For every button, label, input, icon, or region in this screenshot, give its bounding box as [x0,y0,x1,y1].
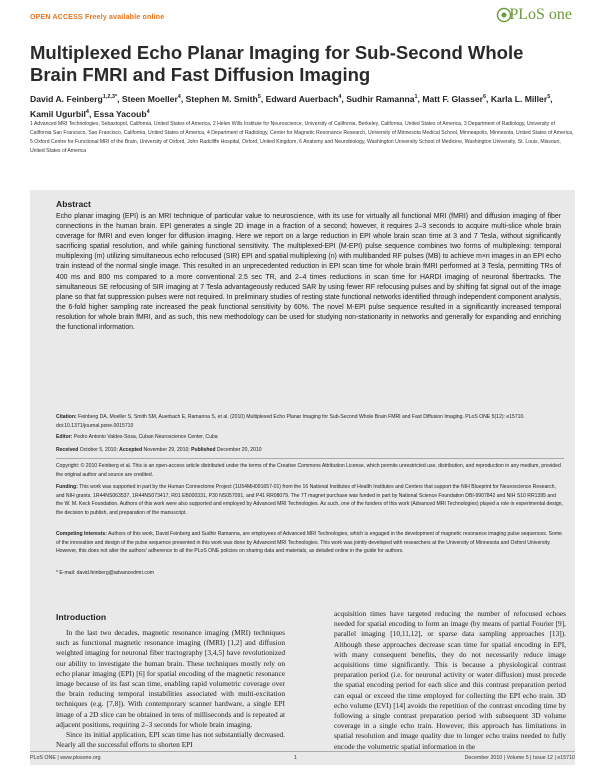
body-column-left [56,628,285,750]
author[interactable]: Kamil Ugurbil$^4$ [30,108,89,119]
footer-divider [30,751,575,752]
competing-interests: Competing Interests: Authors of this work, David Feinberg and Sudhir Ramanna, are employees of Advanced MRI Technologies, which is engaged in the development of magnetic resonance imaging pulse sequences. Some of the innovation and design of the pulse sequence presented in this work was done by Advanced MRI Technologies. This work was jointly developed with researchers at the University of Minnesota and Oxford University. However, this does not alter the authors' adherence to all the PLoS ONE policies on sharing data and materials, as detailed online in the guide for authors. [56,531,562,555]
introduction-heading: Introduction [56,612,107,622]
abstract-text: Echo planar imaging (EPI) is an MRI technique of particular value to neuroscience, with its use for virtually all functional MRI (fMRI) and diffusion imaging of fiber connections in the human brain. EPI generates a single 2D image in a fraction of a second; however, it requires 2–3 seconds to acquire multi-slice whole brain coverage for fMRI and even longer for diffusion imaging. Here we report on a large reduction in EPI whole brain scan time at 3 and 7 Tesla, without significantly sacrificing spatial resolution, and while gaining functional sensitivity. The multiplexed-EPI (M-EPI) pulse sequence combines two forms of multiplexing: temporal multiplexing (m) utilizing simultaneous echo refocused (SIR) EPI and spatial multiplexing (n) with multibanded RF pulses (MB) to achieve m×n images in an EPI echo train instead of the normal single image. This resulted in an unprecedented reduction in EPI scan time for whole brain fMRI performed at 3 Tesla, permitting TRs of 400 ms and 800 ms compared to a more conventional 2.5 sec TR, and 2–4 times reductions in scan time for HARDI imaging of neuronal fibertracks. The simultaneous SE refocusing of SIR imaging at 7 Tesla advantageously reduced SAR by using fewer RF refocusing pulses and by shifting fat signal out of the image plane so that fat suppression pulses were not required. In preliminary studies of resting state functional networks identified through independent component analysis, the 6-fold higher sampling rate increased the peak functional sensitivity by 60%. The novel M-EPI pulse sequence resulted in a significantly increased temporal resolution for whole brain fMRI, and as such, this new methodology can be used for studying non-stationarity in networks and generally for expanding and enriching the functional information. [56,213,561,332]
issue-info: December 2010 | Volume 5 | Issue 12 | e15710 [464,755,575,761]
author[interactable]: Karla L. Miller$^5$ [490,93,551,104]
copyright: Copyright: © 2010 Feinberg et al. This is an open-access article distributed under the terms of the Creative Commons Attribution License, which permits unrestricted use, distribution, and reproduction in any medium, provided the original author and source are credited. [56,463,561,478]
body-column-right [334,609,566,752]
funding: Funding: This work was supported in part by the Human Connectome Project (1U54MH091657-01) from the 16 National Institutes of Health Institutes and Centers that support the NIH Blueprint for Neuroscience Research, and NIH grants, 1R44NS063537, 1R44NS073417, R01 EB000331, P30 NS057091, and P41 RR08079. The 7T magnet purchase was funded in part by National Science Foundation DBI-9907842 and NIH S10 RR1395 and the W. M. Keck Foundation. Authors of this work were also supported and employed by Advanced MRI Technologies. As such, one of the funders of this work (Advanced MRI Technologies) played a role in experimental design, the decision to publish, and preparation of the manuscript. [56,484,563,516]
paragraph: Since its initial application, EPI scan time has not substantially decreased. Nearly all the successful efforts to shorten EPI [56,730,285,750]
author-list: David A. Feinberg$^{1,2,3*}$, Steen Moeller$^4$, Stephen M. Smith$^5$, Edward Auerbach$^4$, Sudhir Ramanna$^1$, Matt F. Glasser$^6$, Karla L. Miller$^5$, Kamil Ugurbil$^4$, Essa Yacoub$^4$ [30,93,553,119]
author[interactable]: Matt F. Glasser$^6$ [422,93,487,104]
journal-url[interactable]: PLoS ONE | www.plosone.org [30,755,101,761]
abstract-heading: Abstract [56,199,91,209]
author[interactable]: Stephen M. Smith$^5$ [185,93,261,104]
page-number: 1 [294,755,297,761]
author[interactable]: David A. Feinberg$^{1,2,3*}$ [30,93,118,104]
divider [56,458,564,459]
article-title: Multiplexed Echo Planar Imaging for Sub-Second Whole Brain FMRI and Fast Diffusion Imaging [30,42,524,85]
journal-logo: PLoS one [509,6,572,23]
affiliations: 1 Advanced MRI Technologies, Sebastopol, California, United States of America, 2 Helen Wills Institute for Neuroscience, University of California, Berkeley, California, United States of America, 3 Department of Radiology, University of California San Francisco, San Francisco, California, United States of America, 4 Department of Radiology, Center for Magnetic Resonance Research, University of Minnesota Medical School, Minneapolis, Minnesota, United States of America, 5 Oxford Centre for Functional MRI of the Brain, University of Oxford, John Radcliffe Hospital, Oxford, United Kingdom, 6 Anatomy and Neurobiology, Washington University School of Medicine, Washington University, St. Louis, Missouri, United States of America [30,121,574,154]
dates: Received October 5, 2010; Accepted November 29, 2010; Published December 20, 2010 [56,447,262,453]
author[interactable]: Sudhir Ramanna$^1$ [346,93,418,104]
citation: Citation: Feinberg DA, Moeller S, Smith SM, Auerbach E, Ramanna S, et al. (2010) Multiplexed Echo Planar Imaging for Sub-Second Whole Brain FMRI and Fast Diffusion Imaging. PLoS ONE 5(12): e15710. doi:10.1371/journal.pone.0015710 [56,414,525,429]
author[interactable]: Edward Auerbach$^4$ [265,93,342,104]
paragraph: In the last two decades, magnetic resonance imaging (MRI) techniques such as functional magnetic resonance imaging (fMRI) [1,2] and diffusion weighted imaging for neuronal fiber tractography [3,4,5] have revolutionized our ability to investigate the human brain. These techniques mostly rely on echo planar imaging (EPI) [6] for spatial encoding of the magnetic resonance image because of its fast scan time, enabling rapid volumetric coverage over the brain reducing temporal instabilities associated with multi-excitation techniques (e.g. [7,8]). With contemporary scanner hardware, a single EPI image of a 2D slice can be obtained in tens of milliseconds and is repeated at adjacent positions, requiring 2–3 seconds for whole brain imaging. [56,628,285,729]
editor: Editor: Pedro Antonio Valdes-Sosa, Cuban Neuroscience Center, Cuba [56,434,218,440]
open-access-badge[interactable] [30,14,164,21]
email[interactable]: * E-mail: david.feinberg@advancedmri.com [56,570,155,576]
open-access-label: OPEN ACCESS Freely available online [30,14,165,21]
paragraph: acquisition times have targeted reducing the number of refocused echoes needed for spatial encoding to form an image (by means of partial Fourier [9], parallel imaging [10,11,12], or sparse data sampling approaches [13]). Although these approaches decrease scan time for spatial encoding in EPI, with many consequent benefits, they do not necessarily reduce image acquisitions time significantly. This is because a physiological contrast preparation period (i.e. for neuronal activity or water diffusion) must precede the spatial encoding period for each slice and this contrast preparation period can equal or exceed the time employed for collecting the EPI echo train. 3D echo volume (EVI) [14] avoids the repetition of the contrast encoding time by following a single contrast preparation period with subsequent 3D volume coverage in a single echo train. However, this approach has limitations in spatial resolution and image quality due to longer echo trains needed to fully encode the volumetric spatial information in the [334,609,566,751]
author[interactable]: Steen Moeller$^4$ [121,93,181,104]
author[interactable]: Essa Yacoub$^4$ [93,108,150,119]
